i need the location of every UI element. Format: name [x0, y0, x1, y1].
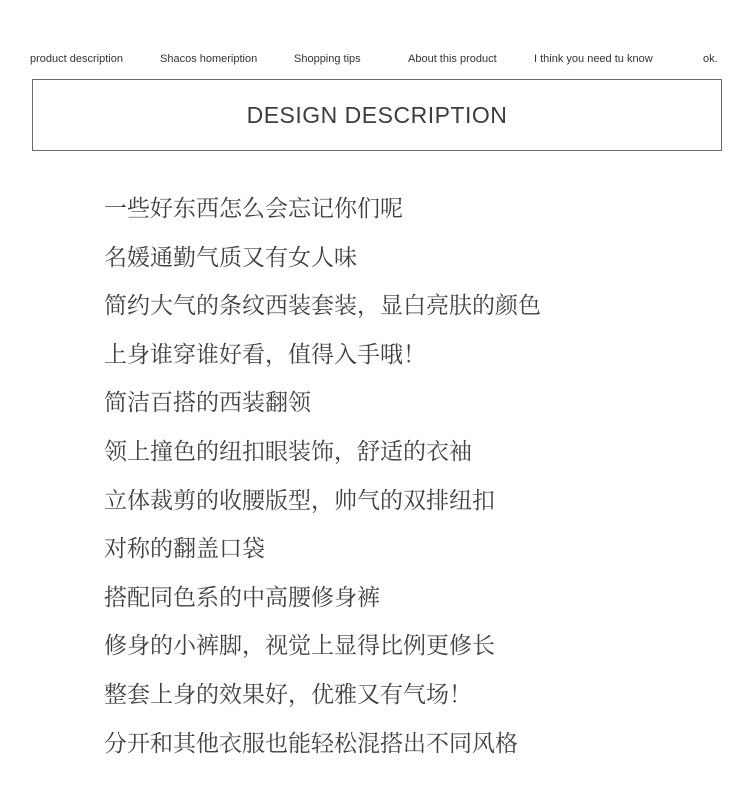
description-line: 上身谁穿谁好看，值得入手哦！	[104, 341, 426, 368]
description-line: 名媛通勤气质又有女人味	[104, 244, 357, 271]
top-navigation	[0, 50, 750, 70]
description-line: 搭配同色系的中高腰修身裤	[104, 584, 380, 611]
nav-item-ok[interactable]: ok.	[703, 53, 718, 65]
nav-item-shacos-homeription[interactable]: Shacos homeription	[160, 53, 258, 65]
nav-item-about-this-product[interactable]: About this product	[408, 53, 497, 65]
description-line: 简约大气的条纹西装套装，显白亮肤的颜色	[104, 293, 541, 320]
description-line: 一些好东西怎么会忘记你们呢	[104, 196, 403, 222]
description-line: 分开和其他衣服也能轻松混搭出不同风格	[104, 730, 518, 757]
description-line: 对称的翻盖口袋	[104, 536, 265, 563]
description-line: 修身的小裤脚，视觉上显得比例更修长	[104, 633, 495, 660]
description-line: 立体裁剪的收腰版型，帅气的双排纽扣	[104, 487, 495, 514]
section-title-box	[32, 79, 722, 151]
description-list	[104, 185, 724, 768]
nav-item-need-to-know[interactable]: I think you need tu know	[534, 53, 653, 65]
description-line: 整套上身的效果好，优雅又有气场！	[104, 681, 472, 708]
nav-item-shopping-tips[interactable]: Shopping tips	[294, 53, 361, 65]
section-title: DESIGN DESCRIPTION	[246, 101, 508, 128]
nav-item-product-description[interactable]: product description	[30, 53, 123, 65]
description-line: 领上撞色的纽扣眼装饰，舒适的衣袖	[104, 438, 472, 465]
description-line: 简洁百搭的西装翻领	[104, 390, 311, 417]
